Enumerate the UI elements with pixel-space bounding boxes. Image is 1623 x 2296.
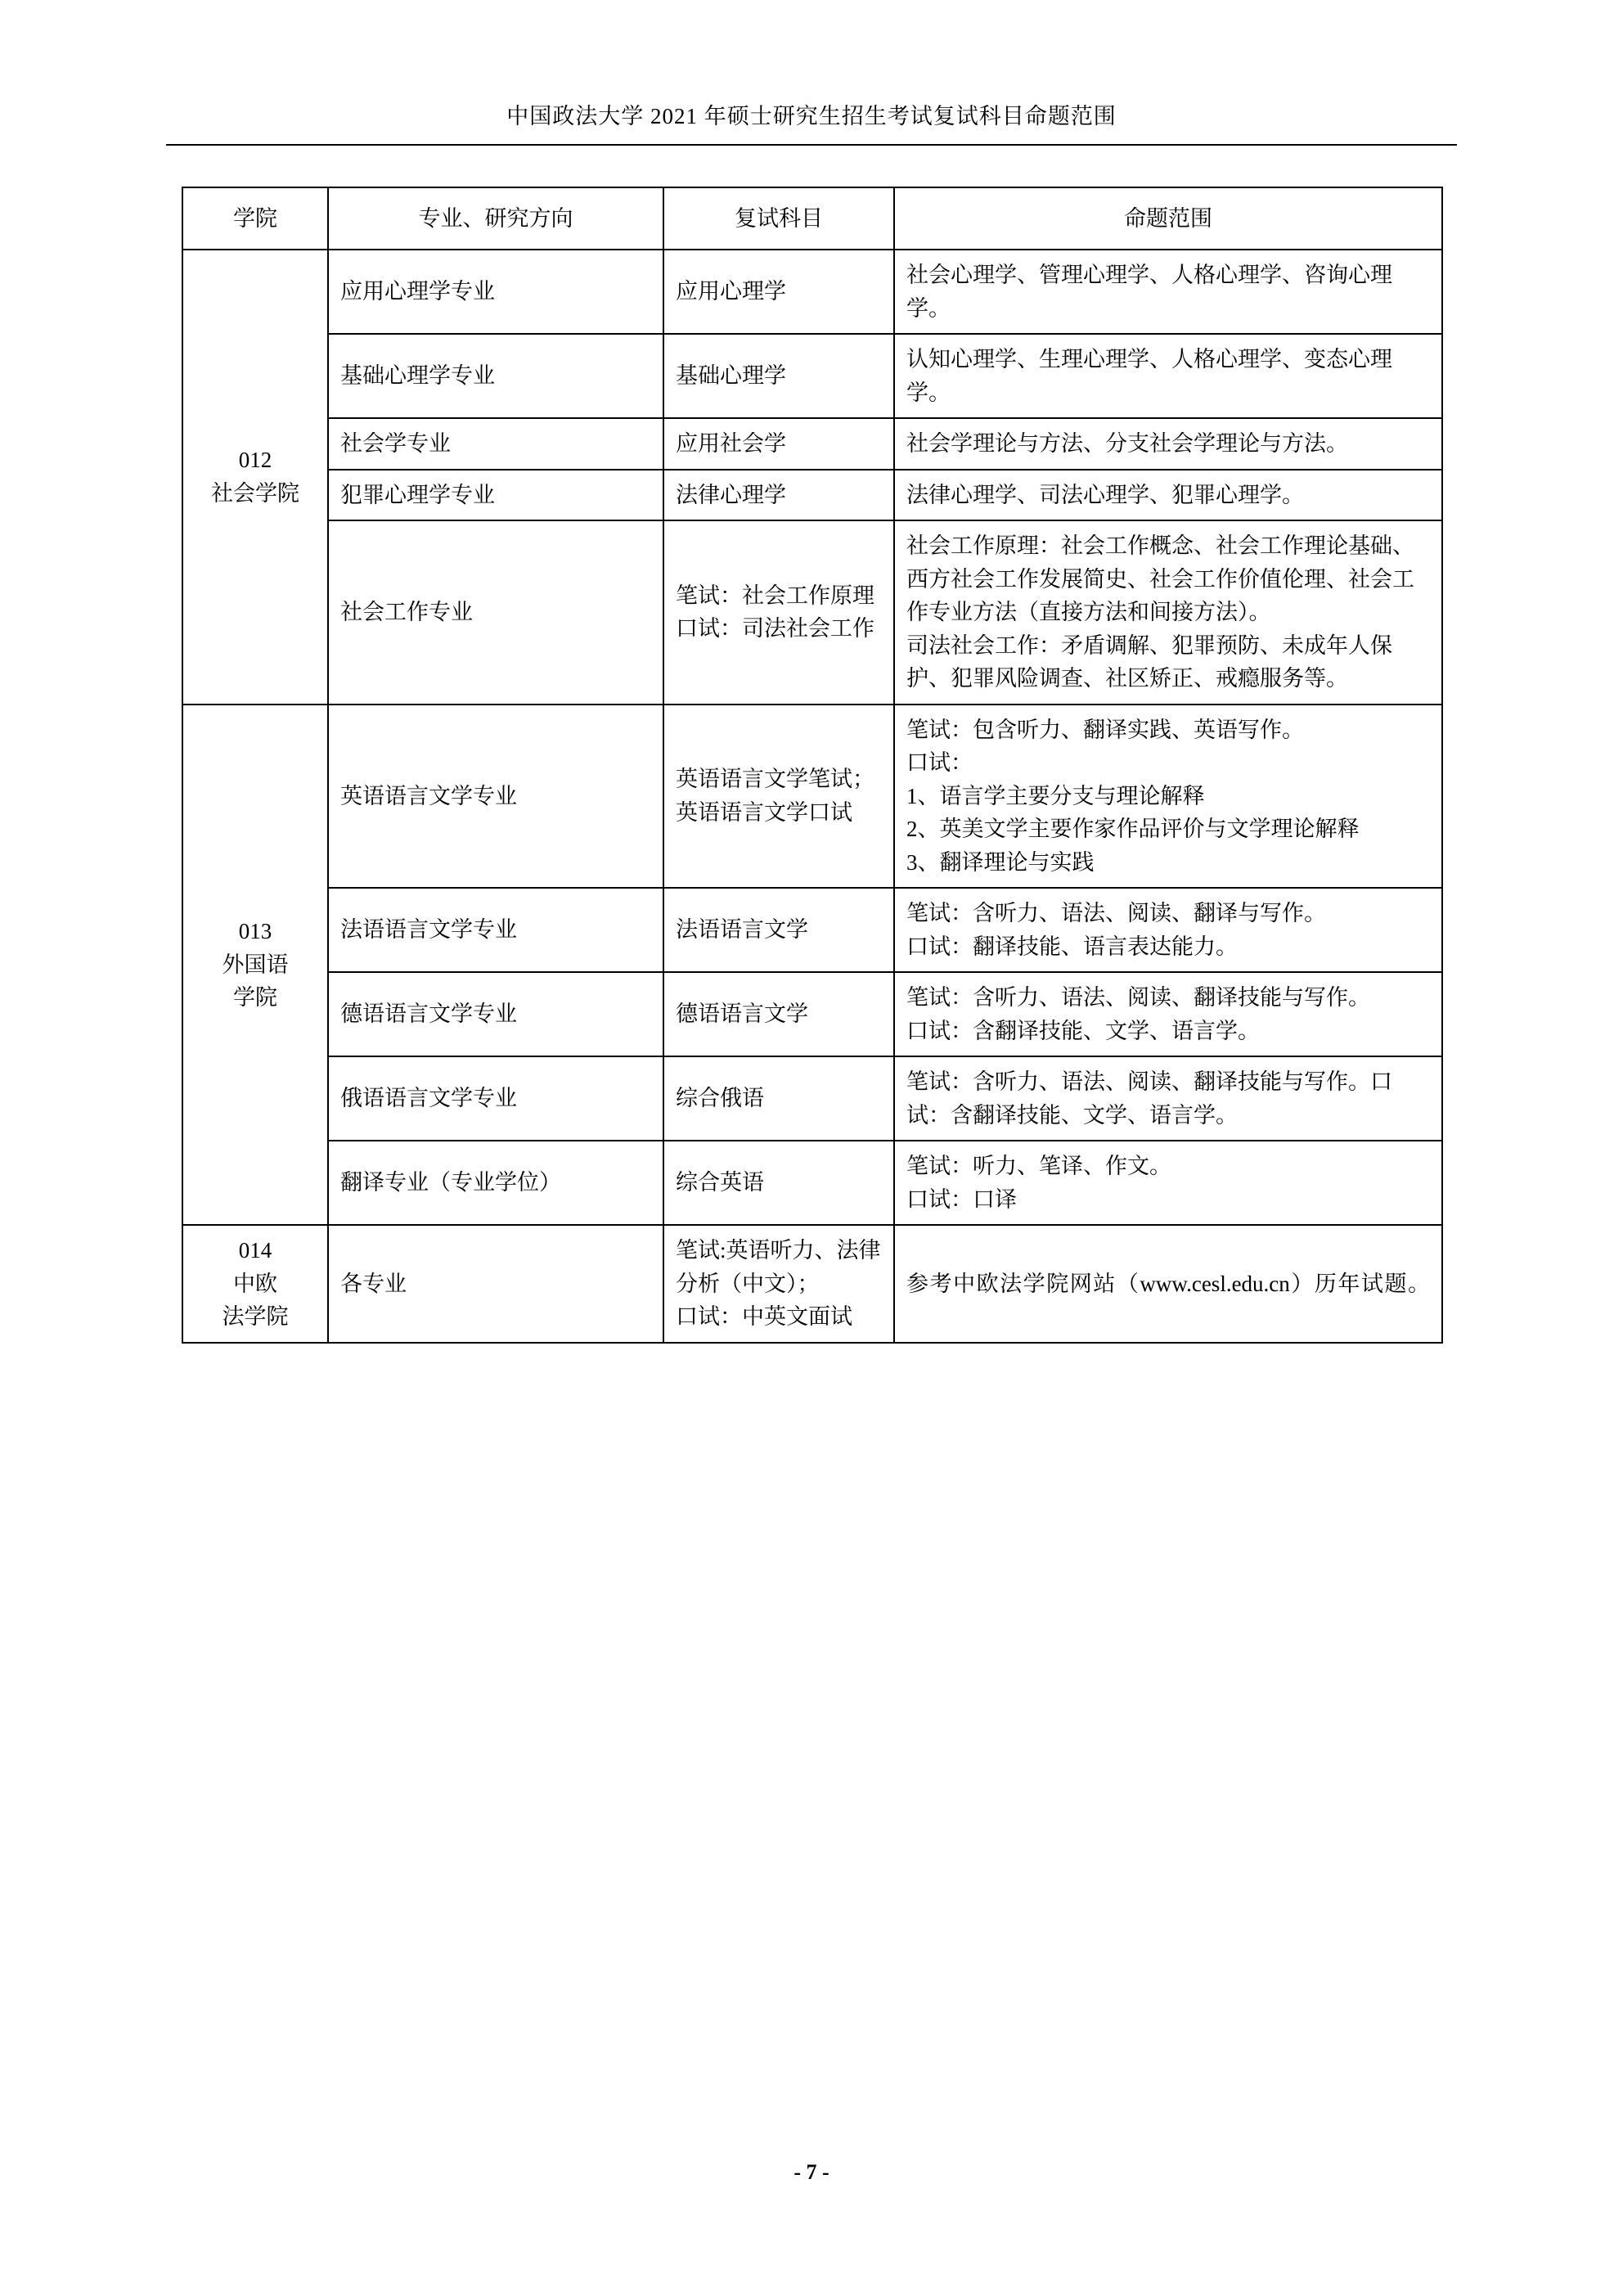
cell-scope: 笔试：听力、笔译、作文。 口试：口译 — [894, 1141, 1442, 1225]
cell-subject: 英语语言文学笔试； 英语语言文学口试 — [663, 705, 894, 889]
table-row — [182, 520, 1442, 705]
table-body — [182, 250, 1442, 1343]
cell-major: 翻译专业（专业学位） — [328, 1141, 663, 1225]
column-header-major: 专业、研究方向 — [328, 187, 663, 250]
cell-major: 基础心理学专业 — [328, 334, 663, 418]
table-row — [182, 334, 1442, 418]
cell-subject: 综合俄语 — [663, 1056, 894, 1141]
header-divider — [166, 144, 1457, 146]
cell-scope: 笔试：含听力、语法、阅读、翻译技能与写作。口试：含翻译技能、文学、语言学。 — [894, 1056, 1442, 1141]
cell-major: 德语语言文学专业 — [328, 972, 663, 1056]
cell-scope: 社会工作原理：社会工作概念、社会工作理论基础、西方社会工作发展简史、社会工作价值伦理、社会工作专业方法（直接方法和间接方法）。 司法社会工作：矛盾调解、犯罪预防、未成年人保护、犯罪风险调查、社区矫正、戒瘾服务等。 — [894, 520, 1442, 705]
cell-subject: 应用社会学 — [663, 418, 894, 470]
cell-major: 法语语言文学专业 — [328, 888, 663, 972]
cell-major: 俄语语言文学专业 — [328, 1056, 663, 1141]
table-header-row — [182, 187, 1442, 250]
exam-scope-table-wrapper — [182, 187, 1441, 1344]
cell-subject: 法语语言文学 — [663, 888, 894, 972]
table-row — [182, 418, 1442, 470]
cell-college: 013 外国语 学院 — [182, 705, 328, 1226]
cell-subject: 笔试：社会工作原理 口试：司法社会工作 — [663, 520, 894, 705]
exam-scope-table — [182, 187, 1443, 1344]
cell-college: 012 社会学院 — [182, 250, 328, 705]
cell-major: 社会工作专业 — [328, 520, 663, 705]
table-row — [182, 888, 1442, 972]
cell-major: 英语语言文学专业 — [328, 705, 663, 889]
cell-subject: 法律心理学 — [663, 470, 894, 521]
cell-major: 各专业 — [328, 1225, 663, 1343]
table-row — [182, 250, 1442, 334]
cell-college: 014 中欧 法学院 — [182, 1225, 328, 1343]
cell-subject: 应用心理学 — [663, 250, 894, 334]
cell-subject: 德语语言文学 — [663, 972, 894, 1056]
table-row — [182, 1225, 1442, 1343]
cell-scope: 认知心理学、生理心理学、人格心理学、变态心理学。 — [894, 334, 1442, 418]
cell-scope: 参考中欧法学院网站（www.cesl.edu.cn）历年试题。 — [894, 1225, 1442, 1343]
page-header: 中国政法大学 2021 年硕士研究生招生考试复试科目命题范围 — [506, 104, 1117, 128]
cell-major: 应用心理学专业 — [328, 250, 663, 334]
cell-subject: 笔试:英语听力、法律分析（中文）； 口试：中英文面试 — [663, 1225, 894, 1343]
table-row — [182, 1141, 1442, 1225]
cell-major: 犯罪心理学专业 — [328, 470, 663, 521]
page-number: - 7 - — [794, 2160, 829, 2184]
column-header-scope: 命题范围 — [894, 187, 1442, 250]
column-header-college: 学院 — [182, 187, 328, 250]
table-row — [182, 705, 1442, 889]
cell-scope: 笔试：含听力、语法、阅读、翻译技能与写作。 口试：含翻译技能、文学、语言学。 — [894, 972, 1442, 1056]
cell-subject: 综合英语 — [663, 1141, 894, 1225]
table-row — [182, 972, 1442, 1056]
table-row — [182, 470, 1442, 521]
cell-subject: 基础心理学 — [663, 334, 894, 418]
table-row — [182, 1056, 1442, 1141]
column-header-subject: 复试科目 — [663, 187, 894, 250]
cell-scope: 笔试：含听力、语法、阅读、翻译与写作。 口试：翻译技能、语言表达能力。 — [894, 888, 1442, 972]
cell-scope: 社会心理学、管理心理学、人格心理学、咨询心理学。 — [894, 250, 1442, 334]
cell-scope: 笔试：包含听力、翻译实践、英语写作。 口试： 1、语言学主要分支与理论解释 2、英美文学主要作家作品评价与文学理论解释 3、翻译理论与实践 — [894, 705, 1442, 889]
cell-scope: 社会学理论与方法、分支社会学理论与方法。 — [894, 418, 1442, 470]
cell-major: 社会学专业 — [328, 418, 663, 470]
cell-scope: 法律心理学、司法心理学、犯罪心理学。 — [894, 470, 1442, 521]
